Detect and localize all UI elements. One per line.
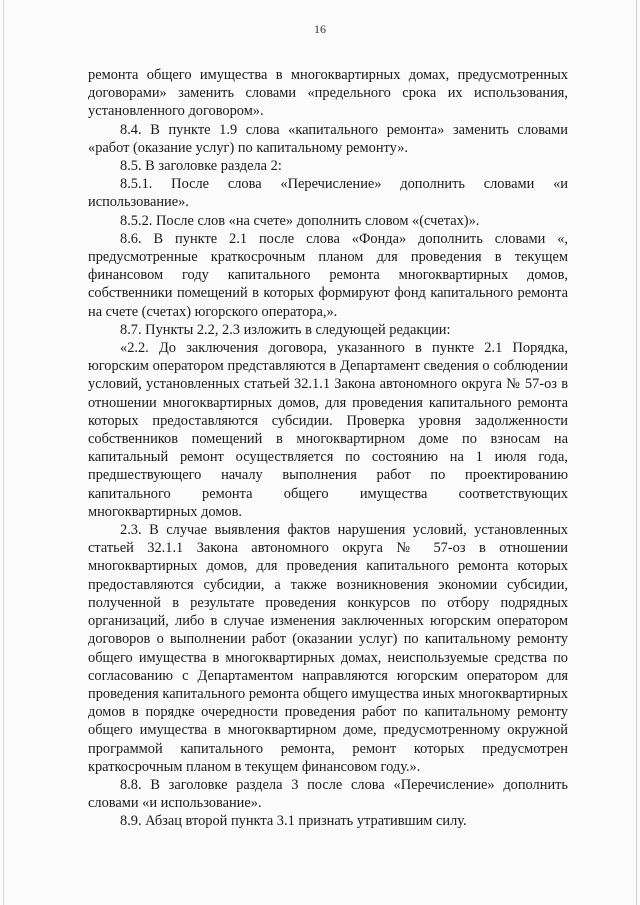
paragraph-8-9: 8.9. Абзац второй пункта 3.1 признать утратившим силу. xyxy=(120,813,467,830)
paragraph-continuation: ремонта общего имущества в многоквартирных домах, предусмотренных договорами» заменить словами «предельного срока их использования, установленного договором». xyxy=(88,67,568,120)
page-number: 16 xyxy=(314,22,326,36)
document-body xyxy=(88,66,568,831)
paragraph-2-2: «2.2. До заключения договора, указанного в пункте 2.1 Порядка, югорским оператором представляются в Департамент сведения о соблюдении условий, установленных статьей 32.1.1 Закона автономного округа № 57-оз в отношении многоквартирных домов, для проведения капитального ремонта которых предоставляются субсидии. Проверка уровня задолженности собственников помещений в многоквартирном доме по взносам на капитальный ремонт осуществляется по состоянию на 1 июля года, предшествующего началу выполнения работ по проектированию капитального ремонта общего имущества соответствующих многоквартирных домов. xyxy=(88,340,568,520)
paragraph-8-6: 8.6. В пункте 2.1 после слова «Фонда» дополнить словами «, предусмотренные краткосрочным планом для проведения в текущем финансовом году капитального ремонта многоквартирных домов, собственники помещений в которых формируют фонд капитального ремонта на счете (счетах) югорского оператора,». xyxy=(88,230,568,320)
scan-edge-left xyxy=(3,0,4,905)
paragraph-8-5: 8.5. В заголовке раздела 2: xyxy=(120,158,282,175)
paragraph-8-4: 8.4. В пункте 1.9 слова «капитального ремонта» заменить словами «работ (оказание услуг) по капитальному ремонту». xyxy=(88,121,568,156)
paragraph-2-3: 2.3. В случае выявления фактов нарушения условий, установленных статьей 32.1.1 Закона автономного округа № 57-оз в отношении многоквартирных домов, для проведения капитального ремонта которых предоставляются субсидии, а также возникновения экономии субсидии, полученной в результате проведения конкурсов по отбору подрядных организаций, либо в случае изменения заключенных югорским оператором договоров о выполнении работ (оказании услуг) по капитальному ремонту общего имущества в многоквартирных домах, неиспользуемые средства по согласованию с Департаментом направляются югорским оператором для проведения капитального ремонта общего имущества иных многоквартирных домов в порядке очередности проведения работ по капитальному ремонту общего имущества в многоквартирном доме, предусмотренному окружной программой капитального ремонта, ремонт которых предусмотрен краткосрочным планом в текущем финансовом году.». xyxy=(88,522,568,775)
paragraph-8-7: 8.7. Пункты 2.2, 2.3 изложить в следующей редакции: xyxy=(120,321,451,338)
paragraph-8-8: 8.8. В заголовке раздела 3 после слова «Перечисление» дополнить словами «и использование». xyxy=(88,776,568,812)
scan-edge-right xyxy=(636,0,637,905)
paragraph-8-5-1: 8.5.1. После слова «Перечисление» дополнить словами «и использование». xyxy=(88,176,568,211)
paragraph-8-5-2: 8.5.2. После слов «на счете» дополнить словом «(счетах)». xyxy=(120,212,480,229)
